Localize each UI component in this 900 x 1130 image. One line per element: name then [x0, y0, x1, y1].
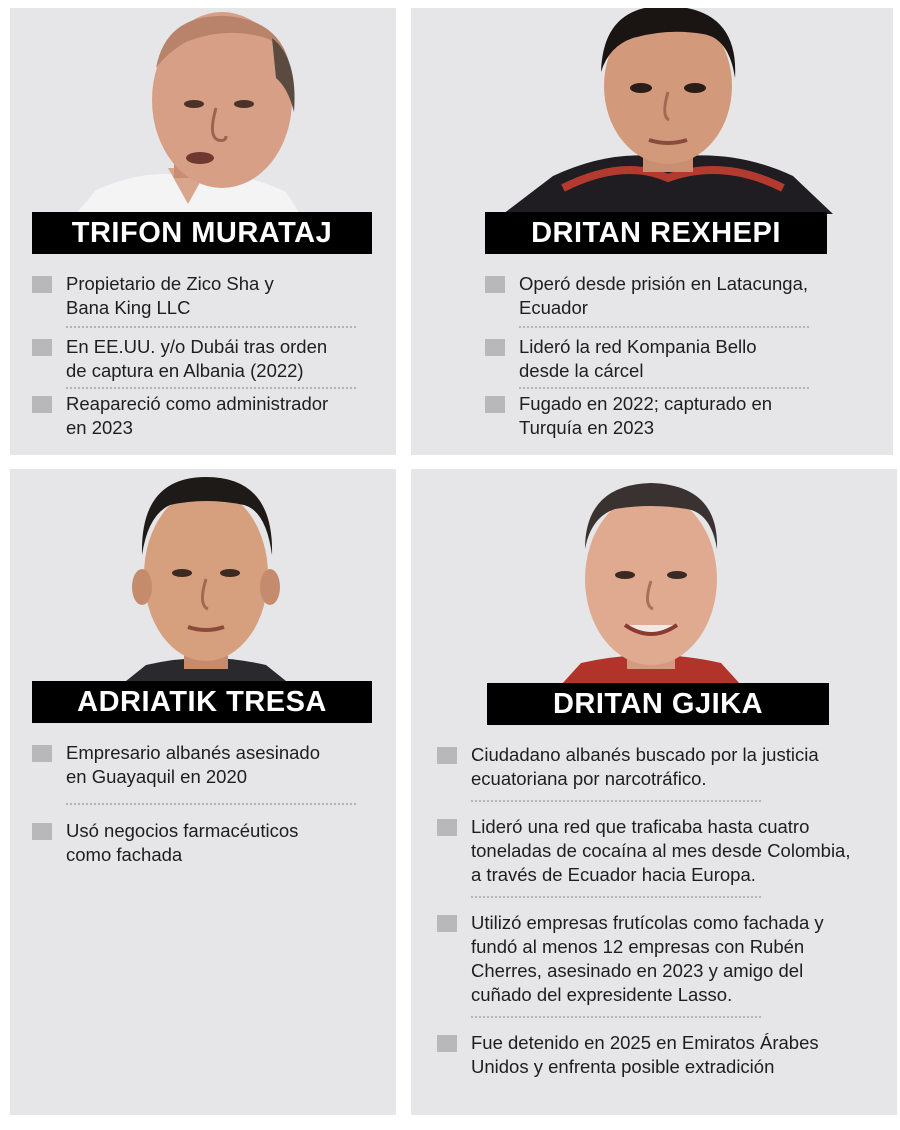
- profile-card-dritan-rexhepi: [411, 8, 893, 455]
- profile-card-adriatik-tresa: [10, 469, 396, 1115]
- bullet-square-icon: [485, 339, 505, 356]
- bullet-square-icon: [32, 745, 52, 762]
- bullet-square-icon: [485, 276, 505, 293]
- profile-name: DRITAN GJIKA: [487, 683, 829, 725]
- fact-item: En EE.UU. y/o Dubái tras orden de captura en Albania (2022): [32, 335, 382, 383]
- smiling-man-portrait-icon: [561, 479, 741, 685]
- fact-item: Utilizó empresas frutícolas como fachada y fundó al menos 12 empresas con Rubén Cherres, asesinado en 2023 y amigo del cuñado del expresidente Lasso.: [437, 911, 893, 1007]
- facts-list: [485, 272, 885, 440]
- facts-list: [32, 741, 382, 867]
- dotted-separator: [519, 326, 809, 328]
- fact-item: Propietario de Zico Sha y Bana King LLC: [32, 272, 382, 320]
- fact-item: Fue detenido en 2025 en Emiratos Árabes Unidos y enfrenta posible extradición: [437, 1031, 893, 1079]
- bullet-square-icon: [32, 396, 52, 413]
- fact-item: Fugado en 2022; capturado en Turquía en 2023: [485, 392, 885, 440]
- bullet-square-icon: [32, 339, 52, 356]
- profile-name: TRIFON MURATAJ: [32, 212, 372, 254]
- man-portrait-icon: [126, 475, 286, 681]
- bullet-square-icon: [485, 396, 505, 413]
- profile-name: DRITAN REXHEPI: [485, 212, 827, 254]
- young-man-portrait-icon: [503, 8, 833, 214]
- bald-man-portrait-icon: [76, 8, 300, 214]
- fact-item: Operó desde prisión en Latacunga, Ecuador: [485, 272, 885, 320]
- bullet-square-icon: [437, 747, 457, 764]
- fact-item: Lideró una red que traficaba hasta cuatro toneladas de cocaína al mes desde Colombia, a través de Ecuador hacia Europa.: [437, 815, 893, 887]
- bullet-square-icon: [32, 823, 52, 840]
- bullet-square-icon: [437, 915, 457, 932]
- dotted-separator: [471, 1016, 761, 1018]
- dotted-separator: [471, 896, 761, 898]
- bullet-square-icon: [437, 1035, 457, 1052]
- dotted-separator: [471, 800, 761, 802]
- bullet-square-icon: [437, 819, 457, 836]
- profile-card-trifon-murataj: [10, 8, 396, 455]
- facts-list: [32, 272, 382, 440]
- profile-name: ADRIATIK TRESA: [32, 681, 372, 723]
- profile-card-dritan-gjika: [411, 469, 897, 1115]
- fact-item: Usó negocios farmacéuticos como fachada: [32, 819, 382, 867]
- dotted-separator: [66, 803, 356, 805]
- dotted-separator: [519, 387, 809, 389]
- fact-item: Ciudadano albanés buscado por la justicia ecuatoriana por narcotráfico.: [437, 743, 893, 791]
- fact-item: Reapareció como administrador en 2023: [32, 392, 382, 440]
- bullet-square-icon: [32, 276, 52, 293]
- dotted-separator: [66, 387, 356, 389]
- dotted-separator: [66, 326, 356, 328]
- fact-item: Empresario albanés asesinado en Guayaquil en 2020: [32, 741, 382, 789]
- facts-list: [437, 743, 893, 1079]
- fact-item: Lideró la red Kompania Bello desde la cárcel: [485, 335, 885, 383]
